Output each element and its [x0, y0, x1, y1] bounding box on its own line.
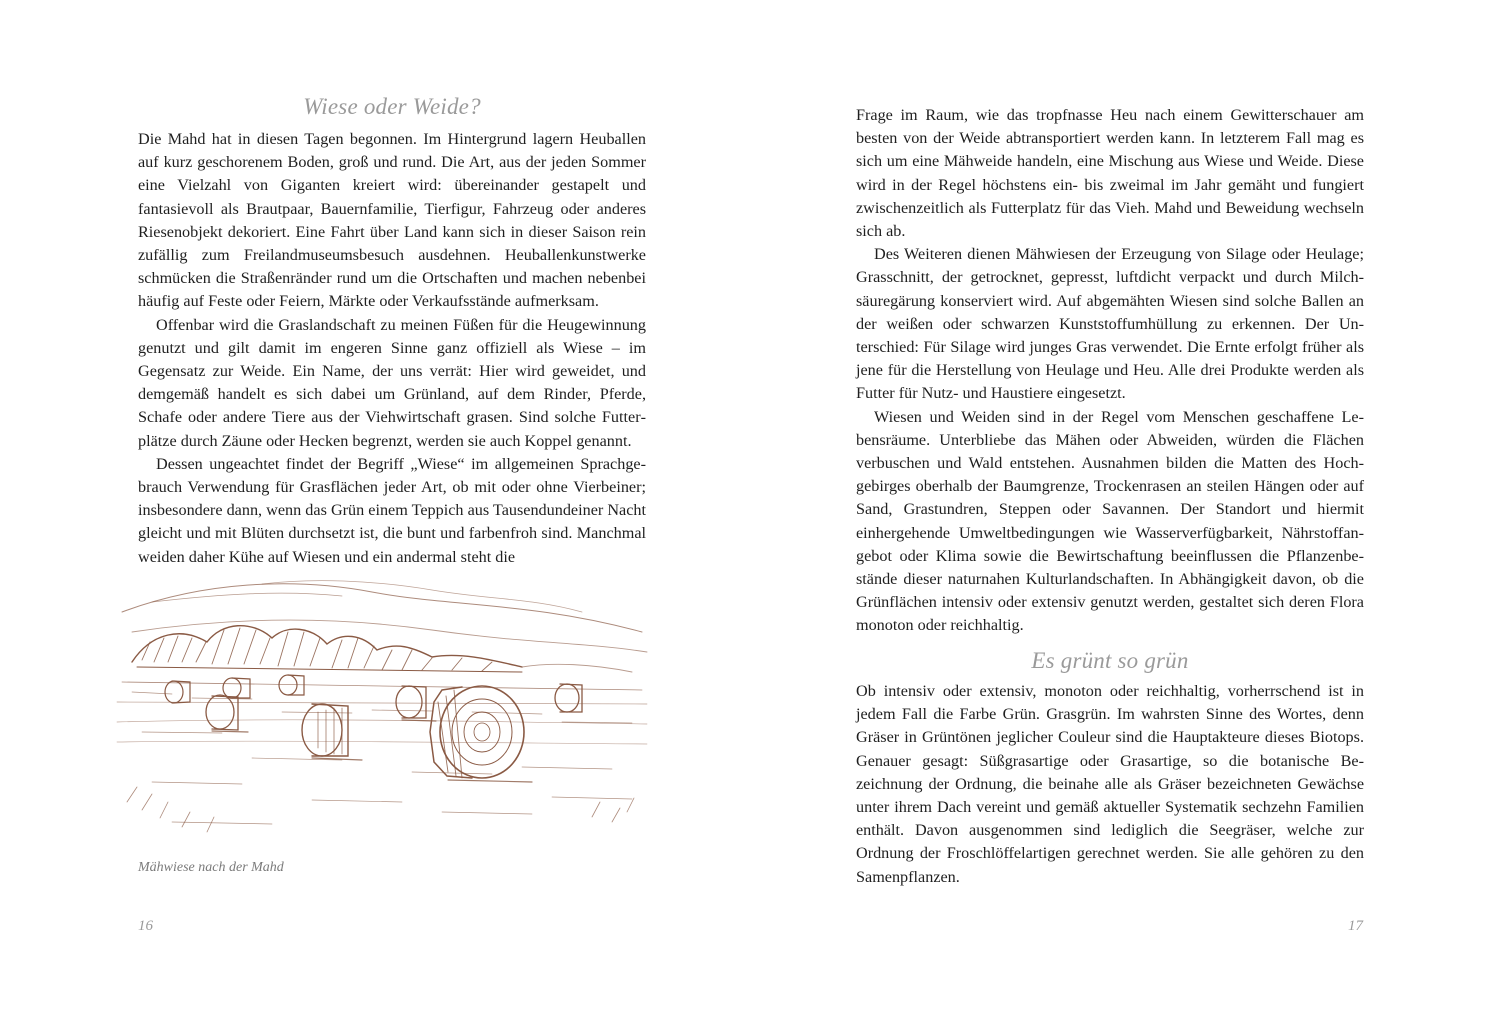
- left-page-heading: Wiese oder Weide?: [303, 94, 481, 119]
- right-paragraph-3: Wiesen und Weiden sind in der Regel vom Menschen geschaffene Lebensräume. Unterbliebe das Mähen oder Abweiden, würden die Flächen verbuschen und Wald entstehen. Ausnahmen bilden die Matten des Hochgebirges oberhalb der Baumgrenze, Trockenrasen an steilen Hängen oder auf Sand, Grastundren, Steppen oder Savannen. Der Standort und hiermit einhergehende Umweltbedingungen wie Wasserverfügbarkeit, Nährstoffangebot oder Klima sowie die Bewirtschaftung beeinflussen die Pflanzenbestände dieser naturnahen Kulturlandschaften. In Abhängigkeit davon, ob die Grünflächen intensiv oder extensiv genutzt werden, gestaltet sich deren Flora monoton oder reichhaltig.: [856, 407, 1364, 635]
- left-paragraph-3: Dessen ungeachtet findet der Begriff „Wiese“ im allgemeinen Sprachgebrauch Verwendung für Grasflächen jeder Art, ob mit oder ohne Vierbeiner; insbesondere dann, wenn das Grün einem Teppich aus Tausendundeiner Nacht gleicht und mit Blüten durchsetzt ist, die bunt und farbenfroh sind. Manchmal weiden daher Kühe auf Wiesen und ein andermal steht die: [138, 454, 646, 566]
- right-paragraph-2: Des Weiteren dienen Mähwiesen der Erzeugung von Silage oder Heulage; Grasschnitt, der getrocknet, gepresst, luftdicht verpackt und durch Milchsäuregärung konserviert wird. Auf abgemähten Wiesen sind solche Ballen an der weißen oder schwarzen Kunststoffumhüllung zu erkennen. Der Unterschied: Für Silage wird junges Gras verwendet. Die Ernte erfolgt früher als jene für die Herstellung von Heulage und Heu. Alle drei Produkte werden als Futter für Nutz- und Haustiere eingesetzt.: [856, 245, 1364, 403]
- left-paragraph-1: Die Mahd hat in diesen Tagen begonnen. Im Hintergrund lagern Heuballen auf kurz geschorenem Boden, groß und rund. Die Art, aus der jeden Sommer eine Vielzahl von Giganten kreiert wird: übereinander gestapelt und fantasievoll als Brautpaar, Bauernfamilie, Tierfigur, Fahrzeug oder anderes Riesenobjekt dekoriert. Eine Fahrt über Land kann sich in dieser Saison rein zufällig zum Freilandmuseumsbesuch ausdehnen. Heuballenkunstwerke schmücken die Straßenränder rund um die Ortschaften und machen nebenbei häufig auf Feste oder Feiern, Märkte oder Verkaufsstände aufmerksam.: [138, 130, 646, 311]
- right-paragraph-4: Ob intensiv oder extensiv, monoton oder reichhaltig, vorherrschend ist in jedem Fall die Farbe Grün. Grasgrün. Im wahrsten Sinne des Wortes, denn Gräser in Grüntönen jeglicher Couleur sind die Hauptakteure dieses Biotops. Genauer gesagt: Süßgrasartige oder Grasartige, so die botanische Bezeichnung der Ordnung, die beinahe alle als Gräser bezeichneten Gewächse unter ihrem Dach vereint und gemäß aktueller Systematik sechzehn Familien enthält. Davon ausgenommen sind lediglich die Seegräser, welche zur Ordnung der Froschlöffelartigen gerechnet werden. Sie alle gehören zu den Samenpflanzen.: [856, 682, 1364, 886]
- right-page-body-top: [856, 104, 1364, 638]
- hay-bale-field-sketch: [112, 572, 652, 840]
- right-page: [750, 0, 1500, 1015]
- right-page-body-bottom: [856, 680, 1364, 889]
- page-number-left: 16: [138, 918, 153, 934]
- figure-caption: Mähwiese nach der Mahd: [138, 860, 284, 875]
- left-paragraph-2: Offenbar wird die Graslandschaft zu meinen Füßen für die Heugewinnung genutzt und gilt damit im engeren Sinne ganz offiziell als Wiese – im Gegensatz zur Weide. Ein Name, der uns verrät: Hier wird geweidet, und demgemäß handelt es sich dabei um Grünland, auf dem Rinder, Pferde, Schafe oder andere Tiere aus der Viehwirtschaft grasen. Sind solche Futterplätze durch Zäune oder Hecken begrenzt, werden sie auch Koppel genannt.: [138, 315, 646, 450]
- right-page-heading: Es grünt so grün: [1031, 648, 1189, 673]
- page-number-right: 17: [1348, 918, 1363, 934]
- right-paragraph-1: Frage im Raum, wie das tropfnasse Heu nach einem Gewitterschauer am besten von der Weide abtransportiert werden kann. In letzterem Fall mag es sich um eine Mähweide handeln, eine Mischung aus Wiese und Weide. Diese wird in der Regel höchstens ein- bis zweimal im Jahr gemäht und fungiert zwischenzeitlich als Futterplatz für das Vieh. Mahd und Beweidung wechseln sich ab.: [856, 106, 1364, 241]
- left-page-body: [138, 128, 646, 569]
